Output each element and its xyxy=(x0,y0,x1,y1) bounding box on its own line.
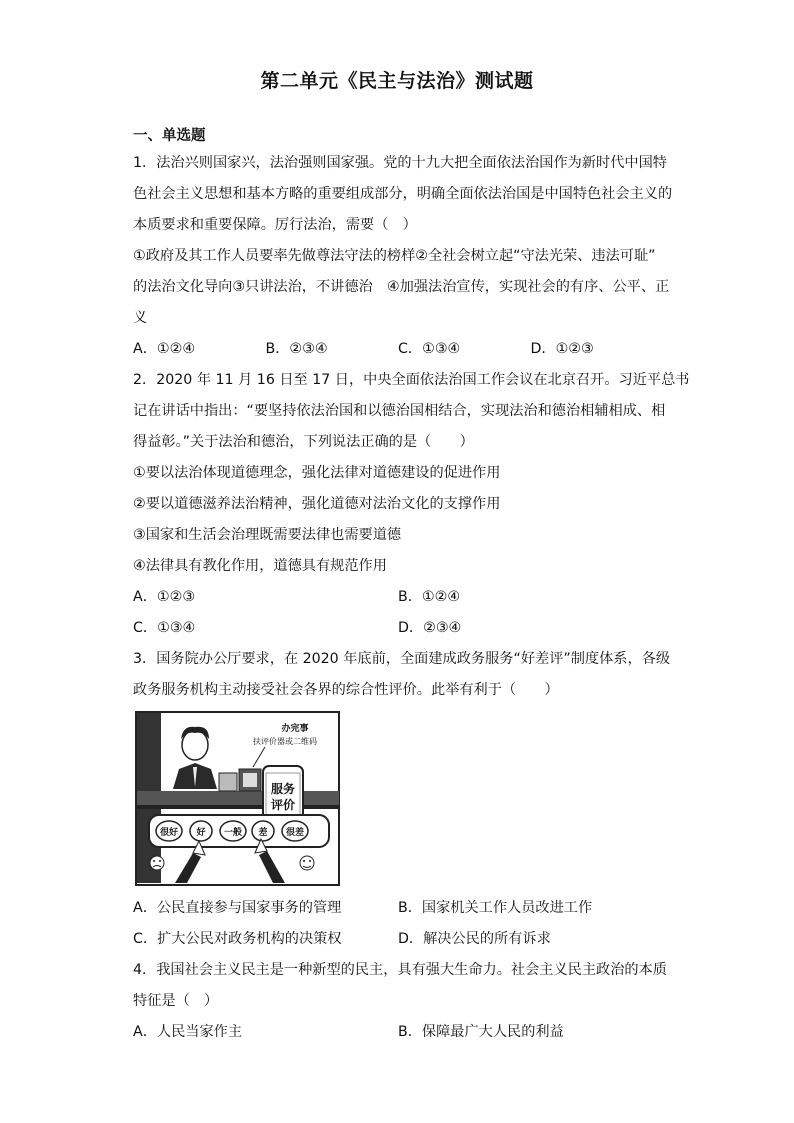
card-label-2: 评价 xyxy=(270,798,296,812)
question-3 xyxy=(133,644,671,955)
question-1 xyxy=(133,148,673,365)
option-a: A．公民直接参与国家事务的管理 xyxy=(133,900,342,916)
option-b: B．国家机关工作人员改进工作 xyxy=(398,900,593,916)
option-b: B．保障最广大人民的利益 xyxy=(398,1024,564,1040)
question-2 xyxy=(133,365,690,644)
answer-options xyxy=(133,1017,663,1048)
rating-button-1: 很好 xyxy=(159,828,179,838)
question-text-line: 1．法治兴则国家兴，法治强则国家强。党的十九大把全面依法治国作为新时代中国特 xyxy=(133,155,667,171)
option-b: B．②③④ xyxy=(265,341,328,357)
questions xyxy=(133,148,690,1048)
question-text-line: 记在讲话中指出：“要坚持依法治国和以德治国相结合，实现法治和德治相辅相成、相 xyxy=(133,403,666,419)
question-text-line: 本质要求和重要保障。厉行法治，需要（ ） xyxy=(133,217,417,233)
question-text-line: 政务服务机构主动接受社会各界的综合性评价。此举有利于（ ） xyxy=(133,682,559,698)
question-text-line: ①政府及其工作人员要率先做尊法守法的榜样②全社会树立起“守法光荣、违法可耻” xyxy=(133,248,656,264)
option-b: B．①②④ xyxy=(398,589,461,605)
answer-options xyxy=(133,582,663,613)
service-evaluation-illustration xyxy=(135,711,340,886)
rating-button-4: 差 xyxy=(258,828,268,838)
answer-options xyxy=(133,893,663,924)
option-c: C．①③④ xyxy=(133,620,196,636)
question-4 xyxy=(133,955,667,1048)
question-text-line: 义 xyxy=(133,310,148,326)
answer-options xyxy=(133,613,663,644)
question-text-line: 色社会主义思想和基本方略的重要组成部分，明确全面依法治国是中国特色社会主义的 xyxy=(133,186,673,202)
rating-button-2: 好 xyxy=(196,828,206,838)
option-a: A．人民当家作主 xyxy=(133,1024,243,1040)
rating-button-5: 很差 xyxy=(285,828,305,838)
rating-button-3: 一般 xyxy=(223,828,243,838)
statement-line: ①要以法治体现道德理念，强化法律对道德建设的促进作用 xyxy=(133,465,501,481)
caption-1: 办完事 xyxy=(281,724,309,734)
statement-line: ②要以道德滋养法治精神，强化道德对法治文化的支撑作用 xyxy=(133,496,501,512)
question-text-line: 得益彰。”关于法治和德治，下列说法正确的是（ ） xyxy=(133,434,474,450)
option-c: C．扩大公民对政务机构的决策权 xyxy=(133,931,342,947)
question-text-line: 4．我国社会主义民主是一种新型的民主，具有强大生命力。社会主义民主政治的本质 xyxy=(133,962,667,978)
statement-line: ④法律具有教化作用，道德具有规范作用 xyxy=(133,558,387,574)
question-text-line: 的法治文化导向③只讲法治，不讲德治 ④加强法治宣传，实现社会的有序、公平、正 xyxy=(133,279,670,295)
caption-2: 扶评价器或二维码 xyxy=(253,737,317,746)
option-d: D．①②③ xyxy=(530,341,594,357)
question-text-line: 2．2020 年 11 月 16 日至 17 日，中央全面依法治国工作会议在北京召开。习近平总书 xyxy=(133,372,690,388)
answer-options xyxy=(133,924,663,955)
section-heading: 一、单选题 xyxy=(133,128,206,144)
page-title: 第二单元《民主与法治》测试题 xyxy=(260,70,534,92)
answer-options xyxy=(133,334,663,365)
card-label-1: 服务 xyxy=(270,782,296,796)
option-a: A．①②④ xyxy=(133,341,196,357)
option-d: D．②③④ xyxy=(398,620,462,636)
statement-line: ③国家和生活会治理既需要法律也需要道德 xyxy=(133,527,402,543)
option-c: C．①③④ xyxy=(398,341,461,357)
question-text-line: 3．国务院办公厅要求，在 2020 年底前，全面建成政务服务“好差评”制度体系，各级 xyxy=(133,651,671,667)
option-d: D．解决公民的所有诉求 xyxy=(398,931,551,947)
question-text-line: 特征是（ ） xyxy=(133,993,219,1009)
option-a: A．①②③ xyxy=(133,589,196,605)
